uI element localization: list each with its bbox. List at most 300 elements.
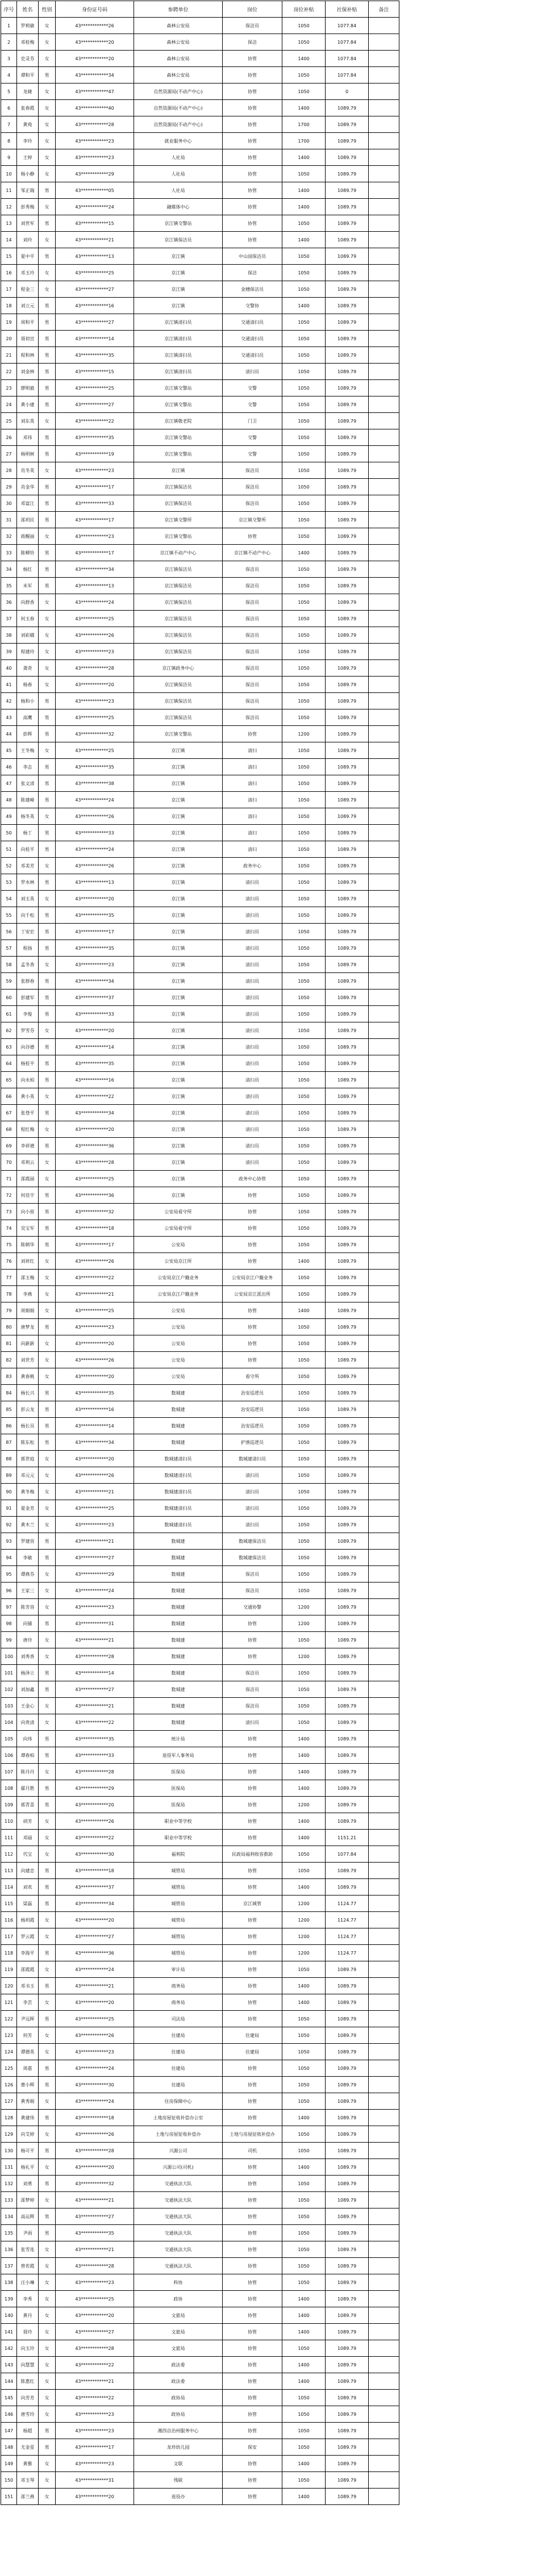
cell-post: 清扫员 — [223, 1105, 282, 1121]
cell-post-subsidy: 1400 — [282, 51, 326, 67]
cell-gender: 女 — [39, 232, 56, 248]
cell-name: 刘祥红 — [17, 1253, 39, 1270]
cell-index: 120 — [1, 1978, 17, 1994]
cell-index: 127 — [1, 2093, 17, 2110]
table-row — [1, 479, 399, 495]
cell-unit: 统计局 — [134, 1731, 223, 1747]
cell-unit: 京江镇交警站 — [134, 396, 223, 413]
cell-id-number: 43************21 — [56, 2241, 134, 2258]
cell-social-subsidy: 1089.79 — [326, 248, 369, 265]
table-row — [1, 1072, 399, 1088]
cell-post: 协管 — [223, 2176, 282, 2192]
cell-id-number: 43************34 — [56, 1434, 134, 1451]
cell-post: 协管 — [223, 2423, 282, 2439]
cell-name: 邵兰燕 — [17, 2489, 39, 2505]
cell-name: 聂初宣 — [17, 331, 39, 347]
cell-social-subsidy: 1089.79 — [326, 512, 369, 528]
cell-name: 周和平 — [17, 314, 39, 331]
cell-post-subsidy: 1050 — [282, 924, 326, 940]
cell-id-number: 43************35 — [56, 1731, 134, 1747]
cell-index: 119 — [1, 1961, 17, 1978]
cell-social-subsidy: 1089.79 — [326, 2225, 369, 2241]
table-row — [1, 1517, 399, 1533]
cell-name: 杨小静 — [17, 166, 39, 182]
table-row — [1, 100, 399, 116]
cell-id-number: 43************35 — [56, 1385, 134, 1401]
cell-social-subsidy: 1089.79 — [326, 100, 369, 116]
cell-gender: 女 — [39, 660, 56, 677]
cell-id-number: 43************16 — [56, 298, 134, 314]
cell-remark — [369, 462, 399, 479]
cell-unit: 公安局京江所 — [134, 1253, 223, 1270]
cell-unit: 数城建 — [134, 1401, 223, 1418]
table-row — [1, 528, 399, 545]
cell-post-subsidy: 1050 — [282, 1714, 326, 1731]
cell-gender: 女 — [39, 611, 56, 627]
cell-id-number: 43************23 — [56, 149, 134, 166]
cell-post-subsidy: 1050 — [282, 775, 326, 792]
cell-gender: 女 — [39, 1484, 56, 1500]
cell-remark — [369, 2307, 399, 2324]
cell-name: 龚奇 — [17, 660, 39, 677]
cell-gender: 男 — [39, 709, 56, 726]
cell-id-number: 43************34 — [56, 1896, 134, 1912]
cell-index: 41 — [1, 677, 17, 693]
cell-post-subsidy: 1050 — [282, 1138, 326, 1154]
cell-gender: 女 — [39, 2093, 56, 2110]
cell-social-subsidy: 1089.79 — [326, 742, 369, 759]
cell-index: 40 — [1, 660, 17, 677]
cell-post: 协管 — [223, 67, 282, 83]
cell-social-subsidy: 1089.79 — [326, 2472, 369, 2489]
cell-remark — [369, 51, 399, 67]
cell-id-number: 43************23 — [56, 462, 134, 479]
cell-gender: 男 — [39, 347, 56, 364]
table-row — [1, 841, 399, 858]
cell-index: 104 — [1, 1714, 17, 1731]
cell-social-subsidy: 1089.79 — [326, 1731, 369, 1747]
cell-index: 64 — [1, 1055, 17, 1072]
cell-post: 协管 — [223, 1319, 282, 1335]
table-row — [1, 2208, 399, 2225]
cell-post-subsidy: 1050 — [282, 429, 326, 446]
cell-post: 清扫员 — [223, 1154, 282, 1171]
cell-gender: 男 — [39, 726, 56, 742]
cell-post-subsidy: 1200 — [282, 1615, 326, 1632]
cell-social-subsidy: 1124.77 — [326, 1896, 369, 1912]
cell-post-subsidy: 1400 — [282, 2291, 326, 2307]
cell-name: 唐雪玲 — [17, 2406, 39, 2423]
cell-unit: 职业中等学校 — [134, 1830, 223, 1846]
cell-remark — [369, 2027, 399, 2044]
cell-remark — [369, 1846, 399, 1863]
table-row — [1, 2110, 399, 2126]
cell-index: 116 — [1, 1912, 17, 1928]
cell-gender: 女 — [39, 1352, 56, 1368]
cell-index: 1 — [1, 18, 17, 34]
cell-gender: 女 — [39, 742, 56, 759]
cell-social-subsidy: 1077.84 — [326, 1846, 369, 1863]
cell-id-number: 43************18 — [56, 1220, 134, 1237]
table-row — [1, 1896, 399, 1912]
cell-unit: 京江镇交警站 — [134, 726, 223, 742]
cell-social-subsidy: 1089.79 — [326, 973, 369, 990]
cell-post-subsidy: 1050 — [282, 2044, 326, 2060]
cell-index: 97 — [1, 1599, 17, 1615]
cell-post: 协管 — [223, 100, 282, 116]
cell-index: 56 — [1, 924, 17, 940]
cell-name: 龙婕 — [17, 83, 39, 100]
cell-remark — [369, 446, 399, 462]
cell-remark — [369, 232, 399, 248]
cell-post-subsidy: 1050 — [282, 1187, 326, 1204]
cell-gender: 女 — [39, 2357, 56, 2373]
cell-unit: 京江镇保洁员 — [134, 693, 223, 709]
cell-name: 李志 — [17, 759, 39, 775]
cell-unit: 残联 — [134, 2472, 223, 2489]
cell-post: 协管 — [223, 116, 282, 133]
cell-index: 103 — [1, 1698, 17, 1714]
cell-post-subsidy: 1400 — [282, 1994, 326, 2011]
cell-social-subsidy: 1089.79 — [326, 1797, 369, 1813]
table-row — [1, 2390, 399, 2406]
cell-post-subsidy: 1050 — [282, 1418, 326, 1434]
table-row — [1, 380, 399, 396]
cell-post: 清扫员 — [223, 1467, 282, 1484]
cell-remark — [369, 1039, 399, 1055]
cell-remark — [369, 2423, 399, 2439]
cell-index: 53 — [1, 874, 17, 891]
table-row — [1, 1945, 399, 1961]
table-row — [1, 2176, 399, 2192]
cell-unit: 京江镇 — [134, 298, 223, 314]
table-row — [1, 1171, 399, 1187]
cell-index: 29 — [1, 479, 17, 495]
cell-remark — [369, 1912, 399, 1928]
cell-unit: 京江镇 — [134, 759, 223, 775]
cell-post: 协管 — [223, 2192, 282, 2208]
cell-name: 刘世芳 — [17, 1352, 39, 1368]
cell-social-subsidy: 1089.79 — [326, 1517, 369, 1533]
cell-unit: 公安局看守所 — [134, 1204, 223, 1220]
cell-remark — [369, 1681, 399, 1698]
cell-name: 黄雅 — [17, 2456, 39, 2472]
cell-index: 7 — [1, 116, 17, 133]
cell-gender: 男 — [39, 1879, 56, 1896]
cell-post: 保洁员 — [223, 677, 282, 693]
table-row — [1, 149, 399, 166]
cell-remark — [369, 709, 399, 726]
cell-social-subsidy: 1089.79 — [326, 1681, 369, 1698]
cell-social-subsidy: 1089.79 — [326, 644, 369, 660]
cell-post-subsidy: 1050 — [282, 2011, 326, 2027]
cell-post-subsidy: 1050 — [282, 2472, 326, 2489]
cell-post-subsidy: 1400 — [282, 2159, 326, 2176]
table-row — [1, 1467, 399, 1484]
cell-index: 133 — [1, 2192, 17, 2208]
table-row — [1, 2143, 399, 2159]
cell-gender: 男 — [39, 2077, 56, 2093]
table-row — [1, 1319, 399, 1335]
cell-name: 罗云霞 — [17, 1928, 39, 1945]
cell-unit: 京江镇不动产中心 — [134, 545, 223, 561]
cell-unit: 政协 — [134, 2291, 223, 2307]
cell-unit: 城管局 — [134, 1863, 223, 1879]
cell-post-subsidy: 1050 — [282, 578, 326, 594]
cell-gender: 男 — [39, 2143, 56, 2159]
cell-name: 陈柳铃 — [17, 545, 39, 561]
cell-post-subsidy: 1050 — [282, 1385, 326, 1401]
cell-id-number: 43************35 — [56, 940, 134, 957]
cell-post-subsidy: 1050 — [282, 1846, 326, 1863]
cell-social-subsidy: 1089.79 — [326, 1335, 369, 1352]
cell-remark — [369, 265, 399, 281]
cell-post-subsidy: 1050 — [282, 990, 326, 1006]
cell-gender: 女 — [39, 1171, 56, 1187]
cell-post: 协管 — [223, 1237, 282, 1253]
cell-name: 刘加鑫 — [17, 1681, 39, 1698]
table-row — [1, 2423, 399, 2439]
cell-id-number: 43************13 — [56, 874, 134, 891]
cell-post: 保洁员 — [223, 1681, 282, 1698]
cell-name: 向铺 — [17, 1615, 39, 1632]
cell-index: 115 — [1, 1896, 17, 1912]
cell-index: 30 — [1, 495, 17, 512]
cell-id-number: 43************26 — [56, 808, 134, 825]
cell-post-subsidy: 1050 — [282, 1286, 326, 1302]
cell-post: 保洁员 — [223, 611, 282, 627]
cell-index: 84 — [1, 1385, 17, 1401]
cell-social-subsidy: 1089.79 — [326, 2456, 369, 2472]
cell-id-number: 43************23 — [56, 528, 134, 545]
cell-remark — [369, 1632, 399, 1648]
cell-unit: 商务局 — [134, 1994, 223, 2011]
table-row — [1, 644, 399, 660]
table-row — [1, 1648, 399, 1665]
table-row — [1, 2373, 399, 2390]
cell-index: 124 — [1, 2044, 17, 2060]
cell-gender: 男 — [39, 1401, 56, 1418]
cell-remark — [369, 1994, 399, 2011]
cell-remark — [369, 1550, 399, 1566]
cell-unit: 自然资源局(不动产中心) — [134, 100, 223, 116]
table-row — [1, 1780, 399, 1797]
cell-index: 94 — [1, 1550, 17, 1566]
cell-unit: 住建局 — [134, 2027, 223, 2044]
cell-name: 谭燕芬 — [17, 1566, 39, 1583]
table-row — [1, 1286, 399, 1302]
cell-index: 132 — [1, 2176, 17, 2192]
cell-unit: 数城建 — [134, 1714, 223, 1731]
cell-unit: 京江镇 — [134, 825, 223, 841]
cell-name: 尹雨 — [17, 2225, 39, 2241]
cell-index: 128 — [1, 2110, 17, 2126]
cell-gender: 男 — [39, 1533, 56, 1550]
cell-remark — [369, 677, 399, 693]
cell-post-subsidy: 1050 — [282, 2077, 326, 2093]
cell-name: 夏中平 — [17, 248, 39, 265]
cell-id-number: 43************20 — [56, 34, 134, 51]
cell-post-subsidy: 1050 — [282, 1961, 326, 1978]
cell-social-subsidy: 1089.79 — [326, 331, 369, 347]
table-row — [1, 561, 399, 578]
cell-index: 149 — [1, 2456, 17, 2472]
cell-post: 保洁员 — [223, 709, 282, 726]
cell-social-subsidy: 1089.79 — [326, 1055, 369, 1072]
cell-post: 清扫员 — [223, 1055, 282, 1072]
table-row — [1, 611, 399, 627]
cell-remark — [369, 1368, 399, 1385]
cell-post: 协管 — [223, 2241, 282, 2258]
cell-unit: 京江镇 — [134, 1105, 223, 1121]
cell-unit: 京江镇 — [134, 841, 223, 858]
cell-remark — [369, 990, 399, 1006]
cell-post: 协管 — [223, 1187, 282, 1204]
cell-name: 刘彩娥 — [17, 627, 39, 644]
cell-gender: 男 — [39, 298, 56, 314]
cell-remark — [369, 1319, 399, 1335]
cell-social-subsidy: 1089.79 — [326, 677, 369, 693]
cell-social-subsidy: 1089.79 — [326, 1879, 369, 1896]
table-row — [1, 331, 399, 347]
cell-unit: 就业服务中心 — [134, 133, 223, 149]
cell-gender: 男 — [39, 1550, 56, 1566]
cell-post-subsidy: 1050 — [282, 2340, 326, 2357]
cell-id-number: 43************28 — [56, 660, 134, 677]
cell-index: 15 — [1, 248, 17, 265]
cell-gender: 男 — [39, 1319, 56, 1335]
table-row — [1, 627, 399, 644]
cell-gender: 男 — [39, 907, 56, 924]
cell-unit: 京江镇 — [134, 1022, 223, 1039]
cell-index: 52 — [1, 858, 17, 874]
cell-social-subsidy: 1089.79 — [326, 347, 369, 364]
table-row — [1, 2340, 399, 2357]
cell-unit: 文联 — [134, 2456, 223, 2472]
cell-unit: 京江镇 — [134, 1187, 223, 1204]
cell-post: 协管 — [223, 2456, 282, 2472]
cell-id-number: 43************30 — [56, 2077, 134, 2093]
cell-remark — [369, 759, 399, 775]
cell-unit: 京江镇交警站 — [134, 429, 223, 446]
cell-unit: 京江镇 — [134, 858, 223, 874]
cell-gender: 男 — [39, 1385, 56, 1401]
cell-name: 黄苑 — [17, 116, 39, 133]
cell-name: 尹远晖 — [17, 2011, 39, 2027]
cell-name: 邓玉琴 — [17, 2472, 39, 2489]
cell-remark — [369, 2159, 399, 2176]
cell-social-subsidy: 1089.79 — [326, 1599, 369, 1615]
table-row — [1, 281, 399, 298]
cell-post: 保洁员 — [223, 578, 282, 594]
cell-gender: 女 — [39, 83, 56, 100]
cell-id-number: 43************34 — [56, 67, 134, 83]
cell-index: 76 — [1, 1253, 17, 1270]
cell-gender: 男 — [39, 512, 56, 528]
cell-post-subsidy: 1050 — [282, 1566, 326, 1583]
cell-remark — [369, 1731, 399, 1747]
cell-name: 向建忠 — [17, 1863, 39, 1879]
cell-unit: 京江镇保洁员 — [134, 611, 223, 627]
cell-post: 清扫 — [223, 742, 282, 759]
table-row — [1, 825, 399, 841]
cell-id-number: 43************28 — [56, 2340, 134, 2357]
cell-name: 张群春 — [17, 973, 39, 990]
cell-post-subsidy: 1050 — [282, 2274, 326, 2291]
table-row — [1, 2077, 399, 2093]
table-row — [1, 265, 399, 281]
cell-social-subsidy: 0 — [326, 83, 369, 100]
cell-post-subsidy: 1050 — [282, 396, 326, 413]
cell-index: 21 — [1, 347, 17, 364]
cell-post: 清扫 — [223, 792, 282, 808]
cell-gender: 女 — [39, 2044, 56, 2060]
cell-post-subsidy: 1050 — [282, 627, 326, 644]
cell-remark — [369, 512, 399, 528]
cell-social-subsidy: 1089.79 — [326, 709, 369, 726]
cell-name: 胡芳 — [17, 1813, 39, 1830]
cell-index: 14 — [1, 232, 17, 248]
cell-social-subsidy: 1089.79 — [326, 2077, 369, 2093]
cell-name: 罗莉敏 — [17, 18, 39, 34]
cell-post: 协管 — [223, 1352, 282, 1368]
cell-post: 清扫员 — [223, 1088, 282, 1105]
cell-social-subsidy: 1089.79 — [326, 1863, 369, 1879]
cell-name: 刘秀香 — [17, 1648, 39, 1665]
cell-post: 保洁员 — [223, 660, 282, 677]
cell-social-subsidy: 1089.79 — [326, 1204, 369, 1220]
cell-name: 彭秀梅 — [17, 199, 39, 215]
cell-post-subsidy: 1400 — [282, 182, 326, 199]
cell-unit: 京江镇清扫员 — [134, 347, 223, 364]
cell-index: 126 — [1, 2077, 17, 2093]
cell-id-number: 43************13 — [56, 578, 134, 594]
cell-id-number: 43************29 — [56, 1566, 134, 1583]
cell-remark — [369, 1714, 399, 1731]
cell-post: 交通清扫员 — [223, 314, 282, 331]
cell-social-subsidy: 1089.79 — [326, 479, 369, 495]
cell-social-subsidy: 1089.79 — [326, 1484, 369, 1500]
cell-index: 44 — [1, 726, 17, 742]
cell-id-number: 43************17 — [56, 512, 134, 528]
cell-post-subsidy: 1050 — [282, 1319, 326, 1335]
cell-post: 协管 — [223, 1961, 282, 1978]
cell-remark — [369, 594, 399, 611]
cell-gender: 女 — [39, 1813, 56, 1830]
cell-unit: 退役办 — [134, 2489, 223, 2505]
cell-post: 护渔巡逻员 — [223, 1434, 282, 1451]
cell-name: 向芳芳 — [17, 2390, 39, 2406]
table-row — [1, 1055, 399, 1072]
table-row — [1, 2225, 399, 2241]
table-row — [1, 1352, 399, 1368]
cell-index: 71 — [1, 1171, 17, 1187]
cell-remark — [369, 841, 399, 858]
table-row — [1, 957, 399, 973]
cell-unit: 森林公安局 — [134, 51, 223, 67]
cell-post: 公安局京江户籍业务 — [223, 1270, 282, 1286]
cell-social-subsidy: 1089.79 — [326, 2373, 369, 2390]
cell-name: 刘世军 — [17, 215, 39, 232]
cell-index: 25 — [1, 413, 17, 429]
cell-post-subsidy: 1050 — [282, 248, 326, 265]
cell-name: 鄢月胜 — [17, 1780, 39, 1797]
cell-index: 143 — [1, 2357, 17, 2373]
cell-remark — [369, 2192, 399, 2208]
cell-gender: 男 — [39, 2060, 56, 2077]
cell-post-subsidy: 1050 — [282, 1698, 326, 1714]
cell-index: 51 — [1, 841, 17, 858]
